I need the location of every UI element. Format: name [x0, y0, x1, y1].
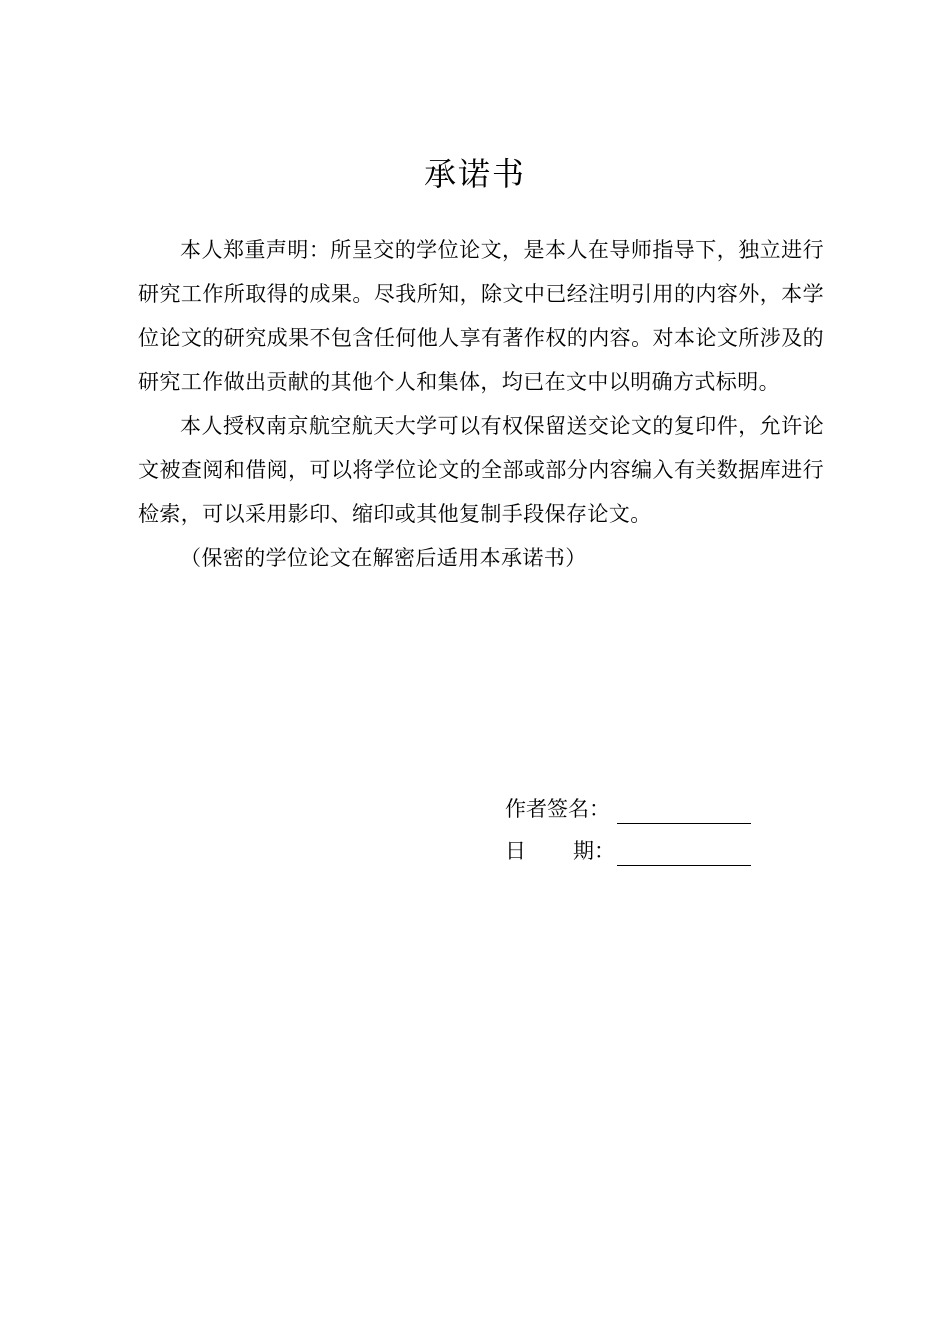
date-row: [505, 830, 765, 872]
signature-block: [505, 788, 765, 872]
author-signature-row: [505, 788, 765, 830]
page-title: 承诺书: [423, 155, 526, 193]
author-signature-label: 作者签名：: [505, 797, 610, 821]
date-label-first: 日: [505, 839, 526, 863]
declaration-paragraph: 本人郑重声明：所呈交的学位论文，是本人在导师指导下，独立进行研究工作所取得的成果。尽我所知，除文中已经注明引用的内容外，本学位论文的研究成果不包含任何他人享有著作权的内容。对本论文所涉及的研究工作做出贡献的其他个人和集体，均已在文中以明确方式标明。: [138, 238, 824, 394]
date-line[interactable]: [617, 837, 751, 866]
confidential-note: （保密的学位论文在解密后适用本承诺书）: [180, 546, 587, 570]
author-signature-line[interactable]: [617, 795, 751, 824]
date-label-second: 期：: [573, 839, 615, 863]
authorization-paragraph: 本人授权南京航空航天大学可以有权保留送交论文的复印件，允许论文被查阅和借阅，可以将学位论文的全部或部分内容编入有关数据库进行检索，可以采用影印、缩印或其他复制手段保存论文。: [138, 414, 824, 526]
declaration-body: [138, 228, 824, 580]
date-label: [505, 830, 615, 872]
